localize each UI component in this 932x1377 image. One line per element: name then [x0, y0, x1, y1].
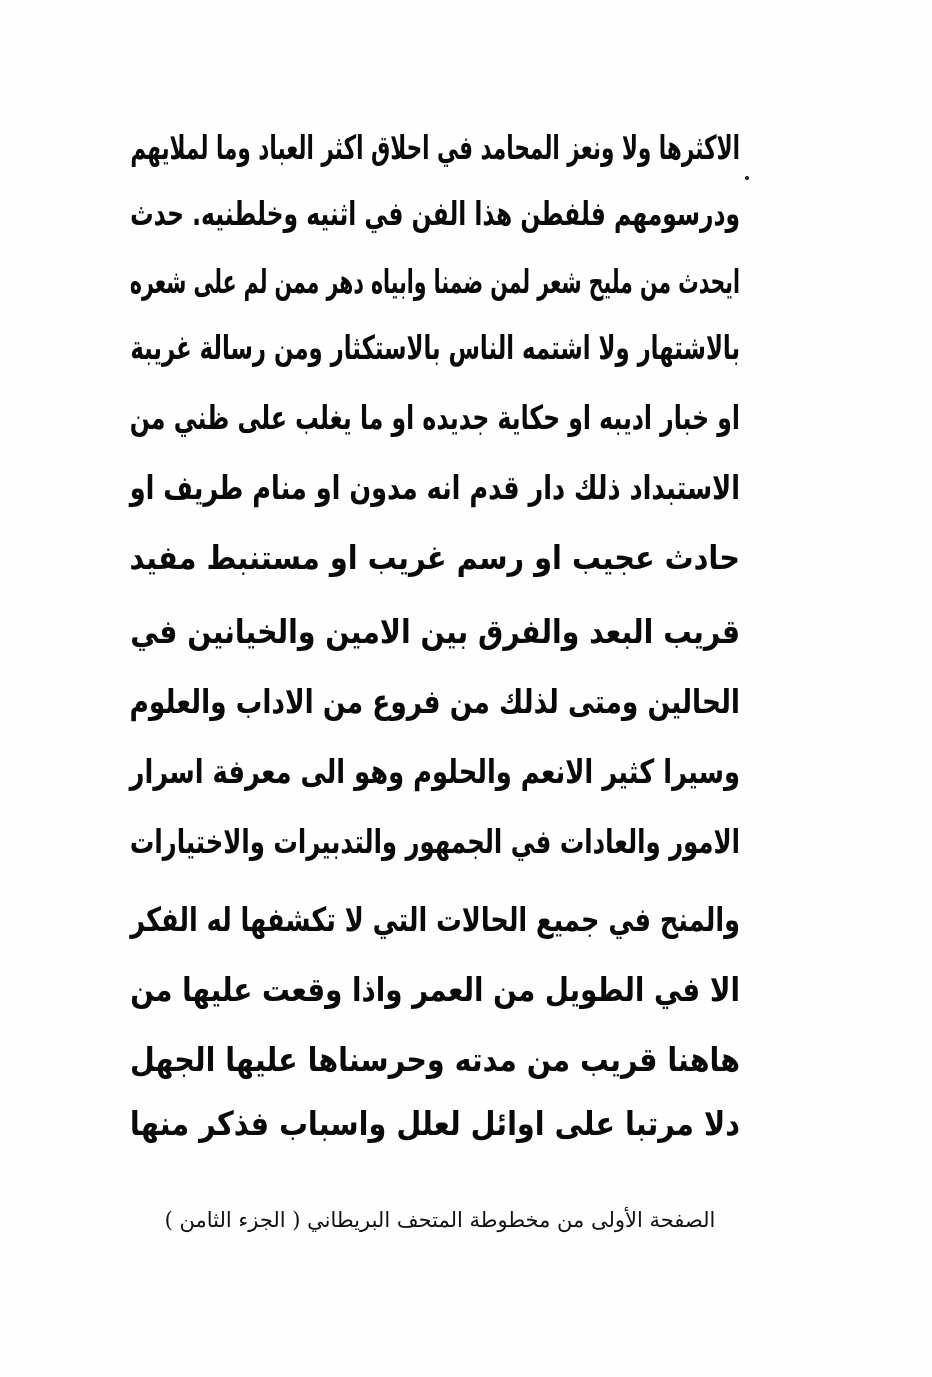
manuscript-line: الاستبداد ذلك دار قدم انه مدون او منام طريف او — [129, 468, 740, 507]
manuscript-line: الاكثرها ولا ونعز المحامد في احلاق اكثر العباد وما لملايهم — [130, 128, 740, 167]
manuscript-line: او خبار اديبه او حكاية جديده او ما يغلب على ظني من — [129, 398, 741, 437]
manuscript-line: ودرسومهم فلفطن هذا الفن في اثنيه وخلطنيه. حدث — [130, 194, 740, 233]
manuscript-line: والمنح في جميع الحالات التي لا تكشفها له الفكر — [130, 900, 740, 939]
manuscript-line: ايحدث من مليح شعر لمن ضمنا وابياه دهر ممن لم على شعره — [129, 262, 740, 301]
manuscript-line: الا في الطويل من العمر واذا وقعت عليها من — [130, 970, 740, 1009]
manuscript-line: دلا مرتبا على اوائل لعلل واسباب فذكر منها — [129, 1104, 740, 1143]
manuscript-line: الامور والعادات في الجمهور والتدبيرات والاختيارات — [129, 822, 740, 861]
ink-speck — [745, 176, 749, 180]
manuscript-line: بالاشتهار ولا اشتمه الناس بالاستكثار ومن رسالة غريبة — [130, 328, 740, 367]
manuscript-line: هاهنا قريب من مدته وحرسناها عليها الجهل — [129, 1040, 740, 1079]
manuscript-line: حادث عجيب او رسم غريب او مستنبط مفيد — [129, 538, 740, 577]
manuscript-text-block — [130, 118, 750, 1158]
manuscript-line: قريب البعد والفرق بين الامين والخيانين في — [130, 612, 740, 651]
manuscript-line: الحالين ومتى لذلك من فروع من الاداب والعلوم — [129, 682, 740, 721]
page-caption: الصفحة الأولى من مخطوطة المتحف البريطاني ( الجزء الثامن ) — [164, 1208, 716, 1232]
manuscript-line: وسيرا كثير الانعم والحلوم وهو الى معرفة اسرار — [129, 752, 740, 791]
